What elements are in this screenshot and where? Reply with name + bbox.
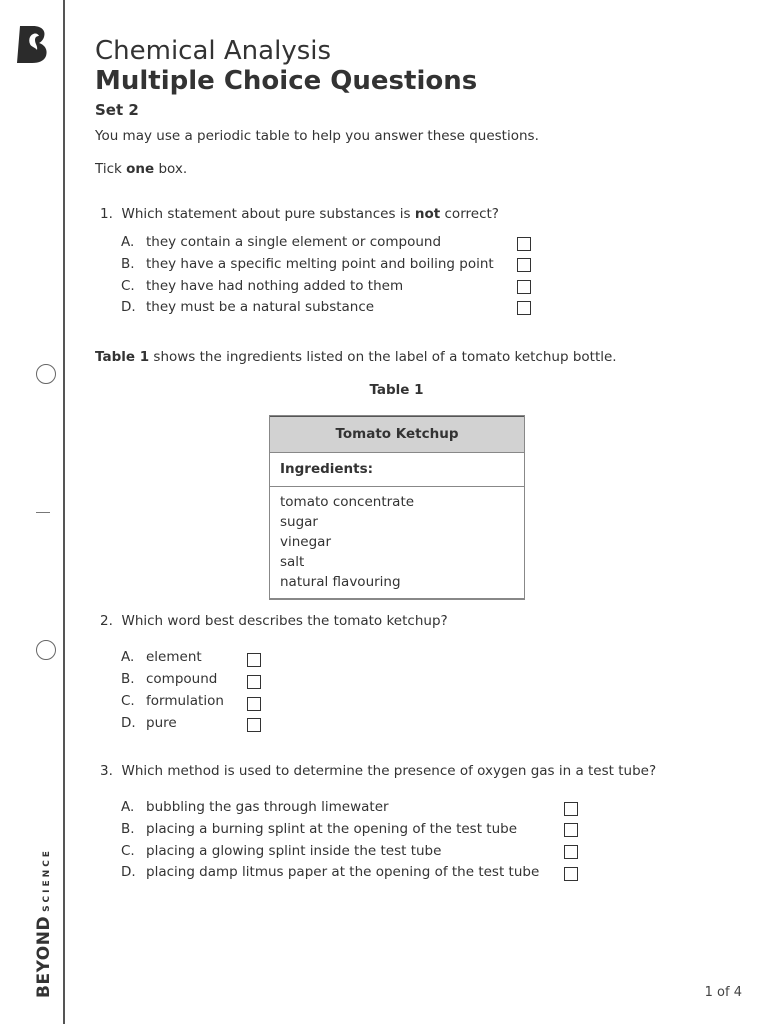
option-text: element xyxy=(146,649,202,665)
table-subheader: Ingredients: xyxy=(270,453,524,487)
question-3 xyxy=(100,763,656,779)
option-letter: D. xyxy=(121,715,136,731)
q2-option-a xyxy=(121,649,202,665)
option-text: compound xyxy=(146,671,218,687)
table-row: salt xyxy=(280,554,305,570)
q3-text: Which method is used to determine the presence of oxygen gas in a test tube? xyxy=(121,763,657,779)
option-letter: B. xyxy=(121,821,135,837)
table-intro-rest: shows the ingredients listed on the label of a tomato ketchup bottle. xyxy=(149,349,617,365)
q1-option-d xyxy=(121,299,374,315)
option-letter: B. xyxy=(121,671,135,687)
q1-checkbox-d[interactable] xyxy=(517,301,531,315)
option-text: they contain a single element or compound xyxy=(146,234,442,250)
question-number: 3. xyxy=(100,763,113,779)
q1-option-c xyxy=(121,278,403,294)
q2-option-b xyxy=(121,671,217,687)
option-text: placing a glowing splint inside the test tube xyxy=(146,843,442,859)
q1-option-a xyxy=(121,234,441,250)
table-intro xyxy=(95,349,617,365)
option-letter: A. xyxy=(121,799,135,815)
table-row: vinegar xyxy=(280,534,331,550)
q1-option-b xyxy=(121,256,494,272)
option-text: they have a specific melting point and boiling point xyxy=(146,256,494,272)
option-letter: C. xyxy=(121,843,135,859)
brand-light: SCIENCE xyxy=(42,848,52,912)
tick-pre: Tick xyxy=(95,161,127,177)
option-letter: A. xyxy=(121,649,135,665)
q2-option-d xyxy=(121,715,177,731)
table-header: Tomato Ketchup xyxy=(270,416,524,453)
question-number: 2. xyxy=(100,613,113,629)
tick-post: box. xyxy=(154,161,188,177)
table-row: natural flavouring xyxy=(280,574,401,590)
intro-text: You may use a periodic table to help you answer these questions. xyxy=(95,128,539,144)
q1-text-post: correct? xyxy=(440,206,499,222)
punch-hole-top xyxy=(36,364,56,384)
margin-line xyxy=(63,0,65,1024)
question-number: 1. xyxy=(100,206,113,222)
q1-checkbox-c[interactable] xyxy=(517,280,531,294)
q1-checkbox-b[interactable] xyxy=(517,258,531,272)
tick-instruction xyxy=(95,161,187,177)
table-row: tomato concentrate xyxy=(280,494,415,510)
q2-text: Which word best describes the tomato ketchup? xyxy=(121,613,448,629)
punch-hole-bottom xyxy=(36,640,56,660)
q2-checkbox-d[interactable] xyxy=(247,718,261,732)
brand-wordmark xyxy=(34,848,54,998)
option-letter: D. xyxy=(121,864,136,880)
option-text: formulation xyxy=(146,693,224,709)
q3-checkbox-a[interactable] xyxy=(564,802,578,816)
option-text: bubbling the gas through limewater xyxy=(146,799,389,815)
question-1 xyxy=(100,206,499,222)
option-letter: C. xyxy=(121,693,135,709)
q1-text-pre: Which statement about pure substances is xyxy=(121,206,415,222)
option-text: they must be a natural substance xyxy=(146,299,375,315)
q3-checkbox-d[interactable] xyxy=(564,867,578,881)
q3-option-d xyxy=(121,864,539,880)
table-caption: Table 1 xyxy=(369,382,424,398)
option-letter: A. xyxy=(121,234,135,250)
option-text: placing a burning splint at the opening of the test tube xyxy=(146,821,518,837)
center-mark xyxy=(36,512,50,513)
set-label: Set 2 xyxy=(95,101,139,119)
page-subtitle: Chemical Analysis xyxy=(95,36,332,66)
q2-checkbox-a[interactable] xyxy=(247,653,261,667)
option-text: they have had nothing added to them xyxy=(146,278,404,294)
q1-checkbox-a[interactable] xyxy=(517,237,531,251)
q2-checkbox-b[interactable] xyxy=(247,675,261,689)
q3-checkbox-c[interactable] xyxy=(564,845,578,859)
table-row: sugar xyxy=(280,514,318,530)
tick-bold: one xyxy=(126,161,155,177)
ingredients-table xyxy=(269,415,525,600)
q2-checkbox-c[interactable] xyxy=(247,697,261,711)
option-letter: B. xyxy=(121,256,135,272)
page-title: Multiple Choice Questions xyxy=(95,66,478,96)
q2-option-c xyxy=(121,693,224,709)
table-ref: Table 1 xyxy=(95,349,150,365)
page-number: 1 of 4 xyxy=(704,985,742,1000)
q3-option-b xyxy=(121,821,517,837)
option-letter: C. xyxy=(121,278,135,294)
brand-bold: BEYOND xyxy=(34,915,54,998)
beyond-logo-icon xyxy=(16,24,50,64)
table-rows xyxy=(270,487,524,598)
option-letter: D. xyxy=(121,299,136,315)
question-2 xyxy=(100,613,448,629)
q3-option-c xyxy=(121,843,441,859)
q3-option-a xyxy=(121,799,389,815)
q3-checkbox-b[interactable] xyxy=(564,823,578,837)
option-text: placing damp litmus paper at the opening of the test tube xyxy=(146,864,540,880)
option-text: pure xyxy=(146,715,177,731)
q1-text-bold: not xyxy=(414,206,441,222)
